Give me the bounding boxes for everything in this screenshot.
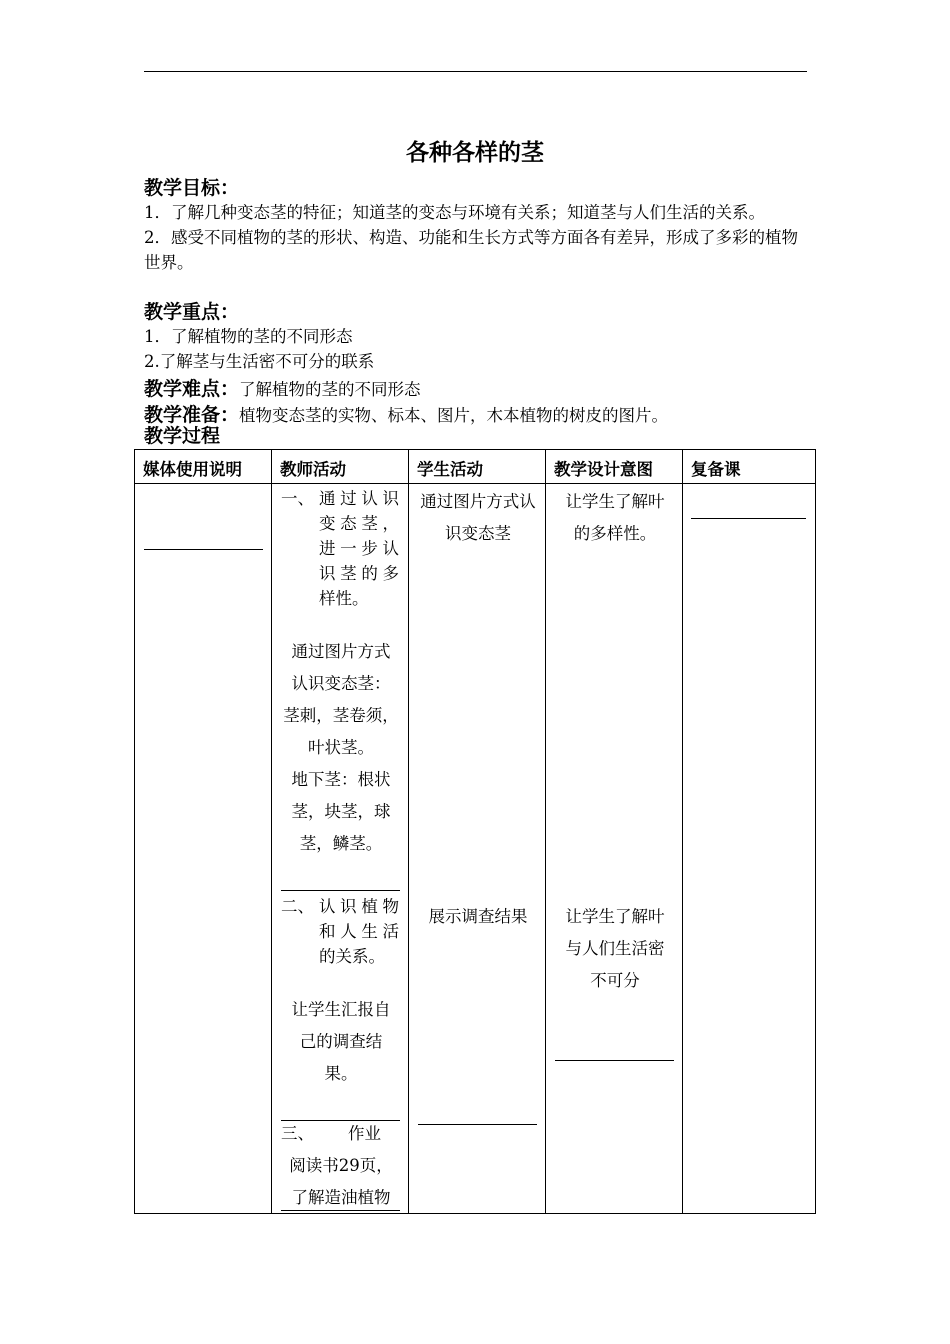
teacher-rule-1 [281,890,400,891]
student-rule [418,1124,537,1125]
objective-item-2: 2．感受不同植物的茎的形状、构造、功能和生长方式等方面各有差异，形成了多彩的植物世界。 [144,228,798,272]
revision-cell [683,484,816,1214]
student-cell [409,484,546,1214]
preparation-heading: 教学准备： [144,404,240,426]
design-cell [546,484,683,1214]
header-revision: 复备课 [683,450,816,484]
teacher-s3-line-2: 了解造油植物 [291,1188,391,1207]
teacher-s1-line-6: 茎，块茎，球 [291,802,391,821]
teacher-s2-line-3: 果。 [324,1064,358,1083]
teacher-s1-title: 通过认识变态茎，进一步认识茎的多样性。 [319,489,399,608]
teacher-s1-line-1: 通过图片方式 [291,642,391,661]
teacher-s3-num: 三、 [281,1124,314,1143]
header-rule [144,71,807,72]
preparation-line [144,400,814,427]
header-teacher: 教师活动 [272,450,409,484]
key-points-heading: 教学重点： [144,301,240,323]
objectives-section [144,176,814,275]
teacher-s2-line-2: 己的调查结 [299,1032,383,1051]
teacher-rule-3 [281,1210,400,1211]
objectives-heading: 教学目标： [144,177,240,199]
header-media: 媒体使用说明 [135,450,272,484]
teacher-s3-line-1: 阅读书29页， [289,1156,393,1175]
preparation-text: 植物变态茎的实物、标本、图片，木本植物的树皮的图片。 [239,406,669,425]
difficulty-heading: 教学难点： [144,378,240,400]
student-activity-2: 展示调查结果 [428,907,528,926]
page-title: 各种各样的茎 [406,140,544,166]
teacher-s2-line-1: 让学生汇报自 [291,1000,391,1019]
design-intent-1: 让学生了解叶的多样性。 [565,492,665,543]
key-points-section [144,300,814,374]
teacher-s2-num: 二、 [281,897,314,916]
difficulty-text: 了解植物的茎的不同形态 [239,380,421,399]
key-point-item-1: 1．了解植物的茎的不同形态 [144,327,353,346]
teacher-s1-line-2: 认识变态茎： [291,674,391,693]
teacher-s2-title: 认识植物和人生活的关系。 [319,897,399,966]
process-heading: 教学过程 [144,425,221,447]
teacher-s1-line-3: 茎刺，茎卷须， [283,706,399,725]
teacher-s1-line-7: 茎，鳞茎。 [299,834,383,853]
revision-rule [691,518,806,519]
difficulty-line [144,374,814,401]
media-cell [135,484,272,1214]
student-activity-1: 通过图片方式认识变态茎 [420,492,536,543]
key-point-item-2: 2.了解茎与生活密不可分的联系 [144,352,375,371]
teacher-s1-line-4: 叶状茎。 [308,738,374,757]
design-rule [555,1060,674,1061]
media-rule [144,549,263,550]
header-student: 学生活动 [409,450,546,484]
teacher-s1-num: 一、 [281,489,314,508]
teacher-cell [272,484,409,1214]
process-table [134,449,816,1214]
teacher-s1-line-5: 地下茎：根状 [291,770,391,789]
teacher-s3-title: 作业 [348,1124,381,1143]
objective-item-1: 1．了解几种变态茎的特征；知道茎的变态与环境有关系；知道茎与人们生活的关系。 [144,203,765,222]
header-design: 教学设计意图 [546,450,683,484]
design-intent-2: 让学生了解叶与人们生活密不可分 [565,907,665,990]
